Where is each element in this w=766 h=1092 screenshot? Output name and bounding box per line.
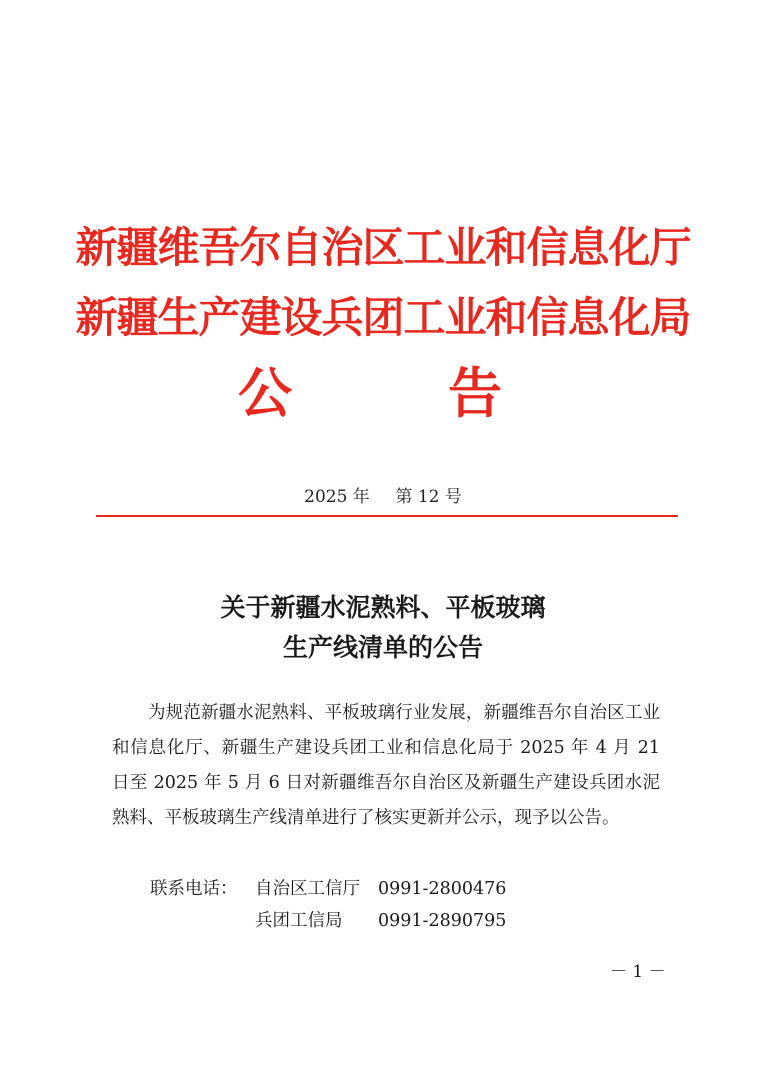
announcement-heading xyxy=(0,362,766,426)
contact-org: 自治区工信厅 xyxy=(255,879,360,899)
contact-phone: 0991-2890795 xyxy=(378,911,507,931)
announcement-char-1: 公 xyxy=(238,362,292,425)
issuer-header-line-1: 新疆维吾尔自治区工业和信息化厅 xyxy=(75,223,691,272)
body-paragraph-text: 为规范新疆水泥熟料、平板玻璃行业发展，新疆维吾尔自治区工业和信息化厅、新疆生产建设兵团工业和信息化局于 2025 年 4 月 21 日至 2025 年 5 月 6 日对新疆维吾尔自治区及新疆生产建设兵团水泥熟料、平板玻璃生产线清单进行了核实更新并公示，现予以公告。 xyxy=(112,703,660,828)
document-number xyxy=(0,485,766,509)
document-year: 2025 年 xyxy=(304,487,370,507)
red-divider xyxy=(96,515,678,517)
issuer-header-line-2: 新疆生产建设兵团工业和信息化局 xyxy=(75,293,691,342)
body-paragraph xyxy=(112,696,660,836)
page-number: － 1 － xyxy=(610,962,666,982)
document-title-line-2: 生产线清单的公告 xyxy=(282,633,483,662)
contact-label: 联系电话： xyxy=(150,879,238,899)
document-title-line-1: 关于新疆水泥熟料、平板玻璃 xyxy=(220,593,546,622)
contact-phone: 0991-2800476 xyxy=(378,879,507,899)
contact-org: 兵团工信局 xyxy=(255,911,343,931)
announcement-char-2: 告 xyxy=(448,362,502,425)
document-serial: 第 12 号 xyxy=(395,487,462,507)
